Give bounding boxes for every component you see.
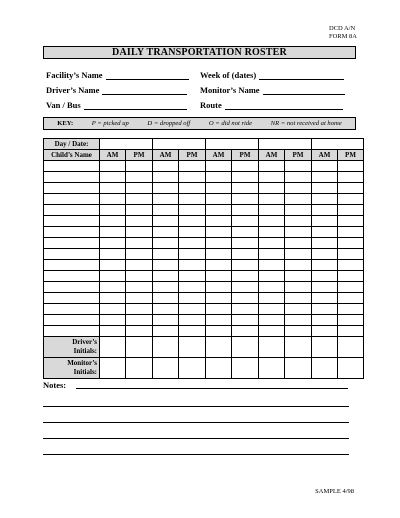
attendance-cell[interactable] — [153, 161, 179, 172]
monitor-label: Monitor’s Name — [200, 85, 260, 95]
child-name-cell[interactable] — [44, 161, 100, 172]
attendance-cell[interactable] — [100, 172, 126, 183]
attendance-cell[interactable] — [338, 293, 364, 304]
attendance-cell[interactable] — [285, 205, 312, 216]
attendance-cell[interactable] — [179, 282, 206, 293]
day-date-cell[interactable] — [312, 139, 364, 150]
initials-cell[interactable] — [100, 358, 126, 379]
attendance-cell[interactable] — [153, 304, 179, 315]
attendance-cell[interactable] — [338, 238, 364, 249]
attendance-cell[interactable] — [153, 238, 179, 249]
initials-cell[interactable] — [179, 337, 206, 358]
attendance-cell[interactable] — [126, 194, 153, 205]
attendance-cell[interactable] — [338, 172, 364, 183]
attendance-cell[interactable] — [206, 260, 232, 271]
attendance-cell[interactable] — [259, 260, 285, 271]
initials-cell[interactable] — [312, 337, 338, 358]
attendance-cell[interactable] — [100, 194, 126, 205]
notes-line[interactable] — [43, 438, 349, 439]
driver-initials-line1: Driver’s — [72, 338, 97, 346]
notes-line[interactable] — [43, 406, 349, 407]
attendance-cell[interactable] — [259, 271, 285, 282]
attendance-cell[interactable] — [232, 172, 259, 183]
attendance-cell[interactable] — [126, 183, 153, 194]
child-name-cell[interactable] — [44, 271, 100, 282]
attendance-cell[interactable] — [206, 271, 232, 282]
child-name-cell[interactable] — [44, 227, 100, 238]
initials-cell[interactable] — [153, 337, 179, 358]
attendance-cell[interactable] — [179, 304, 206, 315]
attendance-cell[interactable] — [179, 183, 206, 194]
attendance-cell[interactable] — [153, 315, 179, 326]
attendance-cell[interactable] — [312, 271, 338, 282]
driver-field[interactable] — [46, 85, 187, 95]
monitor-initials-label — [44, 358, 100, 379]
pm-header: PM — [338, 150, 364, 161]
attendance-cell[interactable] — [232, 194, 259, 205]
notes-line[interactable] — [43, 454, 349, 455]
facility-input-line[interactable] — [106, 70, 189, 80]
attendance-cell[interactable] — [100, 249, 126, 260]
attendance-cell[interactable] — [179, 249, 206, 260]
attendance-cell[interactable] — [285, 304, 312, 315]
header-row — [44, 150, 364, 161]
attendance-cell[interactable] — [126, 282, 153, 293]
attendance-cell[interactable] — [100, 227, 126, 238]
attendance-cell[interactable] — [232, 315, 259, 326]
attendance-cell[interactable] — [338, 161, 364, 172]
child-name-cell[interactable] — [44, 194, 100, 205]
child-row — [44, 326, 364, 337]
attendance-cell[interactable] — [126, 249, 153, 260]
route-field[interactable] — [200, 100, 343, 110]
initials-cell[interactable] — [126, 337, 153, 358]
attendance-cell[interactable] — [100, 216, 126, 227]
attendance-cell[interactable] — [312, 205, 338, 216]
attendance-cell[interactable] — [259, 227, 285, 238]
driver-input-line[interactable] — [102, 85, 187, 95]
attendance-cell[interactable] — [285, 194, 312, 205]
attendance-cell[interactable] — [285, 282, 312, 293]
driver-label: Driver’s Name — [46, 85, 100, 95]
attendance-cell[interactable] — [100, 161, 126, 172]
day-date-cell[interactable] — [259, 139, 312, 150]
attendance-cell[interactable] — [206, 216, 232, 227]
child-row — [44, 194, 364, 205]
attendance-cell[interactable] — [100, 326, 126, 337]
form-id-line2: FORM 8A — [329, 33, 357, 40]
attendance-cell[interactable] — [126, 205, 153, 216]
attendance-cell[interactable] — [153, 249, 179, 260]
attendance-cell[interactable] — [206, 172, 232, 183]
attendance-cell[interactable] — [206, 315, 232, 326]
week-field[interactable] — [200, 70, 344, 80]
attendance-cell[interactable] — [232, 161, 259, 172]
attendance-cell[interactable] — [259, 282, 285, 293]
child-row — [44, 216, 364, 227]
attendance-cell[interactable] — [312, 161, 338, 172]
initials-cell[interactable] — [285, 358, 312, 379]
child-name-cell[interactable] — [44, 238, 100, 249]
attendance-cell[interactable] — [338, 205, 364, 216]
form-id — [329, 25, 357, 41]
attendance-cell[interactable] — [126, 216, 153, 227]
pm-header: PM — [232, 150, 259, 161]
van-field[interactable] — [46, 100, 187, 110]
key-label: KEY: — [57, 120, 74, 127]
monitor-initials-line2: Initials: — [73, 368, 97, 376]
attendance-cell[interactable] — [206, 194, 232, 205]
child-name-cell[interactable] — [44, 205, 100, 216]
initials-cell[interactable] — [153, 358, 179, 379]
attendance-cell[interactable] — [285, 260, 312, 271]
child-row — [44, 249, 364, 260]
attendance-cell[interactable] — [312, 260, 338, 271]
attendance-cell[interactable] — [312, 293, 338, 304]
route-label: Route — [200, 100, 222, 110]
attendance-cell[interactable] — [259, 304, 285, 315]
attendance-cell[interactable] — [232, 249, 259, 260]
attendance-cell[interactable] — [206, 249, 232, 260]
child-name-cell[interactable] — [44, 315, 100, 326]
attendance-cell[interactable] — [206, 205, 232, 216]
week-label: Week of (dates) — [200, 70, 257, 80]
attendance-cell[interactable] — [126, 227, 153, 238]
attendance-cell[interactable] — [100, 293, 126, 304]
attendance-cell[interactable] — [100, 315, 126, 326]
day-date-cell[interactable] — [100, 139, 153, 150]
am-header: AM — [259, 150, 285, 161]
day-date-cell[interactable] — [206, 139, 259, 150]
child-row — [44, 238, 364, 249]
notes-line[interactable] — [76, 388, 348, 389]
attendance-cell[interactable] — [285, 249, 312, 260]
child-name-cell[interactable] — [44, 304, 100, 315]
attendance-cell[interactable] — [153, 326, 179, 337]
initials-cell[interactable] — [312, 358, 338, 379]
attendance-cell[interactable] — [153, 194, 179, 205]
attendance-cell[interactable] — [312, 326, 338, 337]
attendance-cell[interactable] — [338, 249, 364, 260]
attendance-cell[interactable] — [312, 216, 338, 227]
attendance-cell[interactable] — [126, 315, 153, 326]
form-title: DAILY TRANSPORTATION ROSTER — [43, 46, 356, 59]
attendance-cell[interactable] — [179, 172, 206, 183]
attendance-cell[interactable] — [285, 172, 312, 183]
attendance-cell[interactable] — [126, 326, 153, 337]
attendance-cell[interactable] — [232, 293, 259, 304]
attendance-cell[interactable] — [285, 227, 312, 238]
attendance-cell[interactable] — [179, 315, 206, 326]
facility-field[interactable] — [46, 70, 189, 80]
attendance-cell[interactable] — [206, 183, 232, 194]
child-row — [44, 172, 364, 183]
attendance-cell[interactable] — [206, 238, 232, 249]
attendance-cell[interactable] — [206, 326, 232, 337]
notes-line[interactable] — [43, 422, 349, 423]
attendance-cell[interactable] — [285, 293, 312, 304]
attendance-cell[interactable] — [153, 282, 179, 293]
attendance-cell[interactable] — [259, 194, 285, 205]
monitor-initials-line1: Monitor’s — [67, 359, 97, 367]
child-name-cell[interactable] — [44, 293, 100, 304]
day-date-row — [44, 139, 364, 150]
attendance-cell[interactable] — [285, 238, 312, 249]
key-dropped-off: D = dropped off — [147, 120, 191, 127]
attendance-cell[interactable] — [259, 326, 285, 337]
attendance-cell[interactable] — [338, 194, 364, 205]
attendance-cell[interactable] — [153, 172, 179, 183]
attendance-cell[interactable] — [338, 282, 364, 293]
attendance-cell[interactable] — [259, 161, 285, 172]
attendance-cell[interactable] — [338, 326, 364, 337]
attendance-cell[interactable] — [153, 216, 179, 227]
attendance-cell[interactable] — [259, 315, 285, 326]
attendance-cell[interactable] — [285, 183, 312, 194]
driver-initials-line2: Initials: — [73, 347, 97, 355]
pm-header: PM — [126, 150, 153, 161]
attendance-cell[interactable] — [285, 271, 312, 282]
attendance-cell[interactable] — [338, 183, 364, 194]
attendance-cell[interactable] — [232, 260, 259, 271]
child-row — [44, 271, 364, 282]
attendance-cell[interactable] — [259, 249, 285, 260]
attendance-cell[interactable] — [153, 227, 179, 238]
attendance-cell[interactable] — [312, 238, 338, 249]
attendance-cell[interactable] — [259, 238, 285, 249]
initials-cell[interactable] — [232, 358, 259, 379]
child-name-cell[interactable] — [44, 249, 100, 260]
initials-cell[interactable] — [259, 358, 285, 379]
footer-sample: SAMPLE 4/98 — [315, 488, 354, 495]
attendance-cell[interactable] — [126, 304, 153, 315]
attendance-cell[interactable] — [259, 172, 285, 183]
attendance-cell[interactable] — [338, 216, 364, 227]
attendance-cell[interactable] — [179, 260, 206, 271]
monitor-initials-row — [44, 358, 364, 379]
attendance-cell[interactable] — [179, 161, 206, 172]
notes-label: Notes: — [43, 380, 67, 390]
attendance-cell[interactable] — [312, 304, 338, 315]
attendance-cell[interactable] — [126, 293, 153, 304]
attendance-cell[interactable] — [179, 293, 206, 304]
initials-cell[interactable] — [285, 337, 312, 358]
initials-cell[interactable] — [100, 337, 126, 358]
attendance-cell[interactable] — [100, 282, 126, 293]
van-input-line[interactable] — [84, 100, 187, 110]
child-name-cell[interactable] — [44, 282, 100, 293]
child-name-cell[interactable] — [44, 216, 100, 227]
child-row — [44, 293, 364, 304]
initials-cell[interactable] — [232, 337, 259, 358]
attendance-cell[interactable] — [312, 183, 338, 194]
attendance-cell[interactable] — [100, 304, 126, 315]
attendance-cell[interactable] — [285, 216, 312, 227]
pm-header: PM — [179, 150, 206, 161]
attendance-cell[interactable] — [206, 282, 232, 293]
key-picked-up: P = picked up — [91, 120, 129, 127]
attendance-cell[interactable] — [285, 326, 312, 337]
attendance-cell[interactable] — [338, 315, 364, 326]
child-row — [44, 227, 364, 238]
initials-cell[interactable] — [179, 358, 206, 379]
attendance-cell[interactable] — [126, 161, 153, 172]
child-row — [44, 315, 364, 326]
attendance-cell[interactable] — [100, 183, 126, 194]
attendance-cell[interactable] — [153, 205, 179, 216]
driver-initials-row — [44, 337, 364, 358]
attendance-cell[interactable] — [338, 260, 364, 271]
attendance-cell[interactable] — [232, 271, 259, 282]
day-date-cell[interactable] — [153, 139, 206, 150]
attendance-cell[interactable] — [100, 271, 126, 282]
van-label: Van / Bus — [46, 100, 81, 110]
attendance-cell[interactable] — [312, 249, 338, 260]
attendance-cell[interactable] — [126, 260, 153, 271]
am-header: AM — [153, 150, 179, 161]
form-id-line1: DCD A/N — [329, 25, 356, 32]
attendance-cell[interactable] — [312, 194, 338, 205]
initials-cell[interactable] — [338, 337, 364, 358]
pm-header: PM — [285, 150, 312, 161]
attendance-cell[interactable] — [100, 205, 126, 216]
attendance-cell[interactable] — [100, 238, 126, 249]
child-row — [44, 260, 364, 271]
initials-cell[interactable] — [206, 337, 232, 358]
attendance-cell[interactable] — [206, 161, 232, 172]
attendance-cell[interactable] — [232, 227, 259, 238]
key-did-not-ride: O = did not ride — [208, 120, 253, 127]
attendance-cell[interactable] — [179, 227, 206, 238]
am-header: AM — [312, 150, 338, 161]
attendance-cell[interactable] — [206, 227, 232, 238]
attendance-cell[interactable] — [312, 227, 338, 238]
monitor-input-line[interactable] — [263, 85, 345, 95]
attendance-cell[interactable] — [312, 172, 338, 183]
attendance-cell[interactable] — [206, 304, 232, 315]
attendance-cell[interactable] — [232, 238, 259, 249]
attendance-cell[interactable] — [338, 227, 364, 238]
initials-cell[interactable] — [259, 337, 285, 358]
attendance-cell[interactable] — [232, 205, 259, 216]
attendance-cell[interactable] — [100, 260, 126, 271]
attendance-cell[interactable] — [153, 183, 179, 194]
child-name-cell[interactable] — [44, 326, 100, 337]
attendance-cell[interactable] — [179, 194, 206, 205]
am-header: AM — [206, 150, 232, 161]
child-row — [44, 161, 364, 172]
initials-cell[interactable] — [206, 358, 232, 379]
attendance-cell[interactable] — [153, 293, 179, 304]
attendance-cell[interactable] — [126, 271, 153, 282]
child-row — [44, 205, 364, 216]
initials-cell[interactable] — [126, 358, 153, 379]
child-name-cell[interactable] — [44, 260, 100, 271]
attendance-cell[interactable] — [259, 293, 285, 304]
attendance-cell[interactable] — [232, 304, 259, 315]
attendance-cell[interactable] — [179, 205, 206, 216]
child-name-cell[interactable] — [44, 172, 100, 183]
roster-table — [43, 138, 364, 379]
attendance-cell[interactable] — [285, 315, 312, 326]
attendance-cell[interactable] — [126, 172, 153, 183]
child-name-cell[interactable] — [44, 183, 100, 194]
day-date-label: Day / Date: — [44, 139, 100, 150]
attendance-cell[interactable] — [179, 271, 206, 282]
key-not-received: NR = not received at home — [270, 120, 342, 127]
attendance-cell[interactable] — [153, 271, 179, 282]
driver-initials-label — [44, 337, 100, 358]
route-input-line[interactable] — [225, 100, 343, 110]
attendance-cell[interactable] — [338, 271, 364, 282]
attendance-cell[interactable] — [312, 282, 338, 293]
monitor-field[interactable] — [200, 85, 345, 95]
attendance-cell[interactable] — [206, 293, 232, 304]
attendance-cell[interactable] — [312, 315, 338, 326]
attendance-cell[interactable] — [232, 183, 259, 194]
attendance-cell[interactable] — [259, 205, 285, 216]
child-row — [44, 304, 364, 315]
childs-name-header: Child’s Name — [44, 150, 100, 161]
attendance-cell[interactable] — [126, 238, 153, 249]
facility-label: Facility’s Name — [46, 70, 103, 80]
attendance-cell[interactable] — [285, 161, 312, 172]
attendance-cell[interactable] — [259, 216, 285, 227]
attendance-cell[interactable] — [179, 238, 206, 249]
am-header: AM — [100, 150, 126, 161]
attendance-cell[interactable] — [179, 216, 206, 227]
initials-cell[interactable] — [338, 358, 364, 379]
attendance-cell[interactable] — [338, 304, 364, 315]
key-legend — [43, 117, 356, 130]
attendance-cell[interactable] — [153, 260, 179, 271]
attendance-cell[interactable] — [179, 326, 206, 337]
attendance-cell[interactable] — [232, 282, 259, 293]
attendance-cell[interactable] — [232, 326, 259, 337]
child-row — [44, 183, 364, 194]
week-input-line[interactable] — [259, 70, 344, 80]
child-row — [44, 282, 364, 293]
attendance-cell[interactable] — [259, 183, 285, 194]
attendance-cell[interactable] — [232, 216, 259, 227]
